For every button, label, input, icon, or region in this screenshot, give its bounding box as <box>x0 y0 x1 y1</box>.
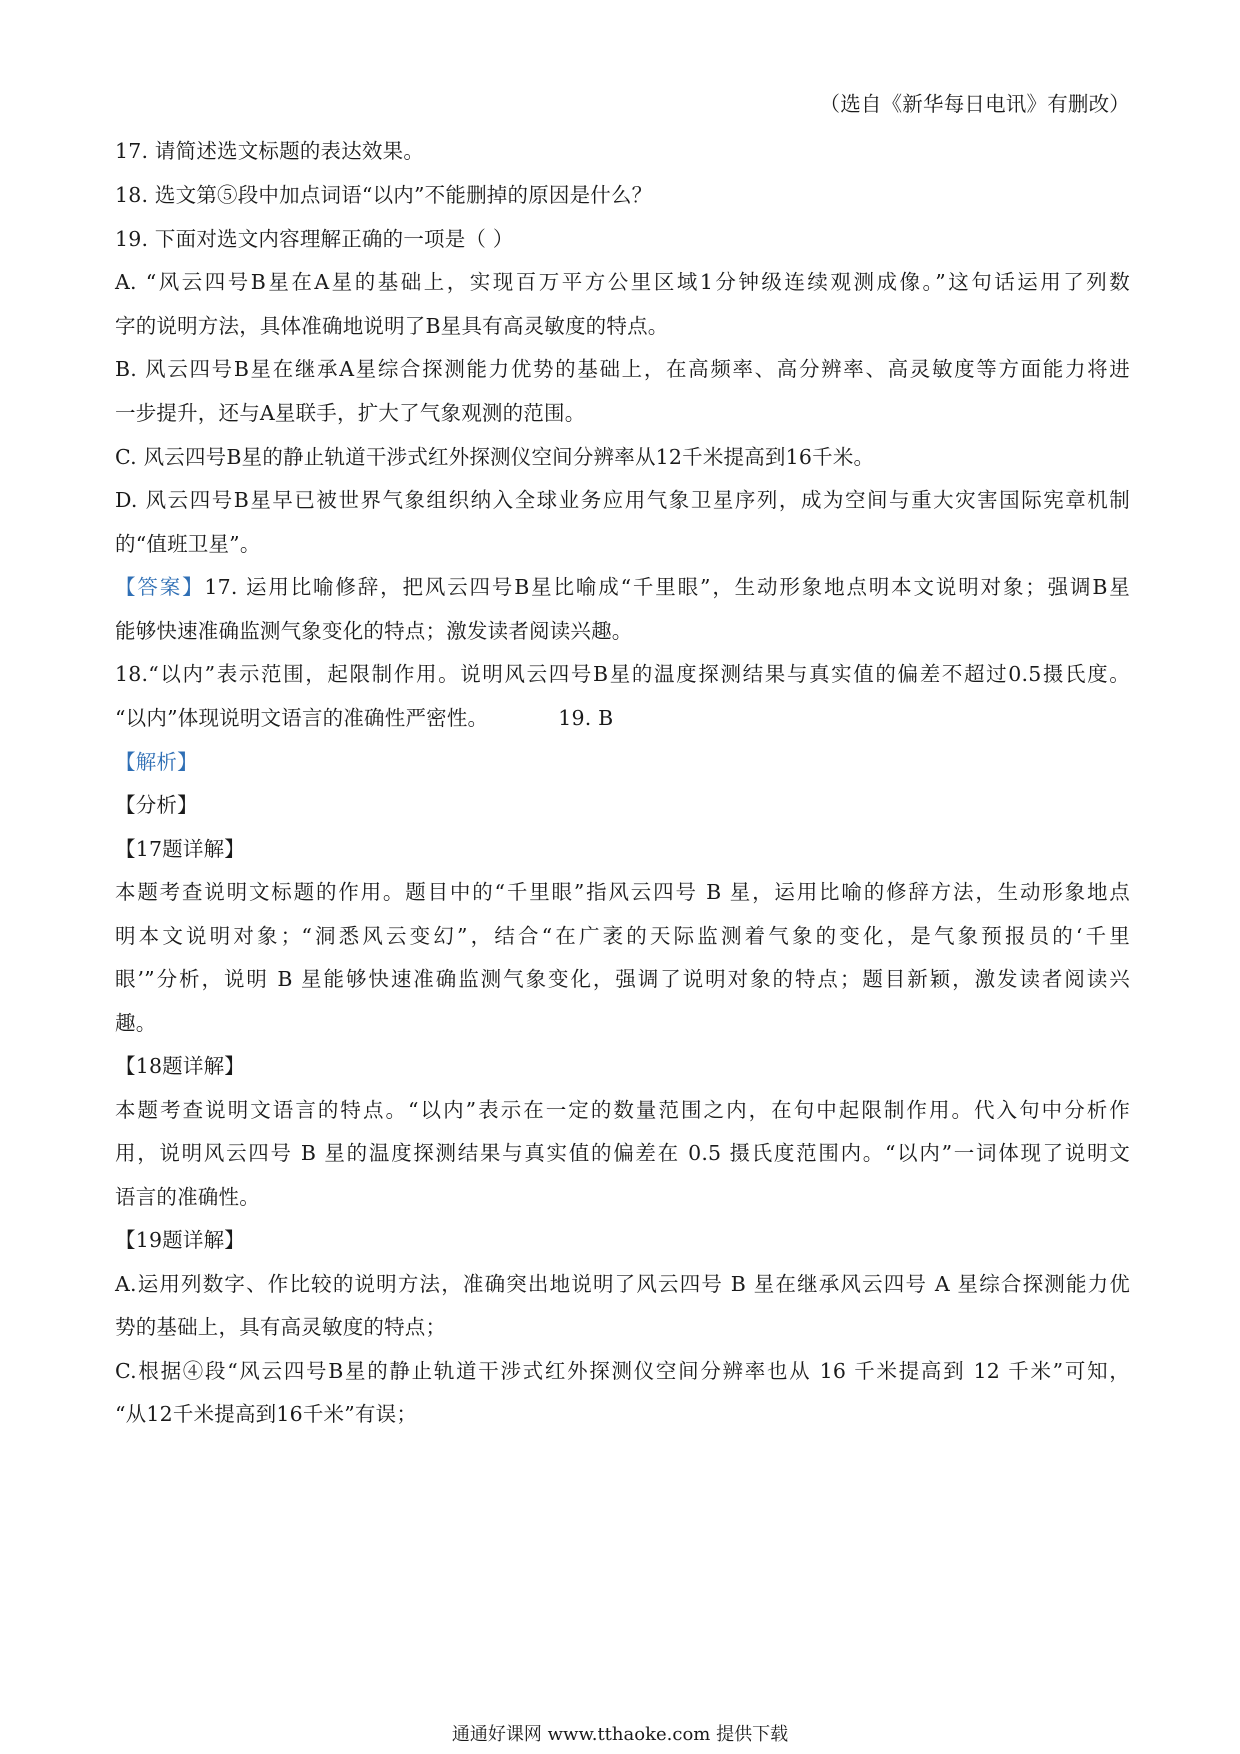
answer-18-line-2 <box>115 703 1130 733</box>
option-c: C. 风云四号B星的静止轨道干涉式红外探测仪空间分辨率从12千米提高到16千米。 <box>115 445 875 469</box>
source-citation: （选自《新华每日电讯》有删改） <box>819 92 1130 116</box>
detail-17-line-3: 眼’”分析，说明 B 星能够快速准确监测气象变化，强调了说明对象的特点；题目新颖，激发读者阅读兴 <box>115 967 1130 991</box>
question-17: 17. 请简述选文标题的表达效果。 <box>115 139 425 163</box>
detail-19-a-line-1: A.运用列数字、作比较的说明方法，准确突出地说明了风云四号 B 星在继承风云四号 A 星综合探测能力优 <box>115 1272 1130 1296</box>
detail-18-line-3: 语言的准确性。 <box>115 1185 260 1209</box>
answer-17-line-1 <box>115 572 1130 602</box>
detail-17-line-1: 本题考查说明文标题的作用。题目中的“千里眼”指风云四号 B 星，运用比喻的修辞方法，生动形象地点 <box>115 880 1130 904</box>
option-d-line-1: D. 风云四号B星早已被世界气象组织纳入全球业务应用气象卫星序列，成为空间与重大灾害国际宪章机制 <box>115 488 1130 512</box>
detail-18-line-1: 本题考查说明文语言的特点。“以内”表示在一定的数量范围之内，在句中起限制作用。代入句中分析作 <box>115 1098 1130 1122</box>
fenxi-heading: 【分析】 <box>115 793 198 817</box>
question-18: 18. 选文第⑤段中加点词语“以内”不能删掉的原因是什么？ <box>115 183 653 207</box>
analysis-label: 【解析】 <box>115 750 198 774</box>
answer-18-line-1: 18.“以内”表示范围，起限制作用。说明风云四号B星的温度探测结果与真实值的偏差不超过0.5摄氏度。 <box>115 662 1130 686</box>
answer-17-line-2: 能够快速准确监测气象变化的特点；激发读者阅读兴趣。 <box>115 619 633 643</box>
option-b-line-2: 一步提升，还与A星联手，扩大了气象观测的范围。 <box>115 401 586 425</box>
question-19: 19. 下面对选文内容理解正确的一项是（ ） <box>115 227 514 251</box>
detail-17-line-2: 明本文说明对象；“洞悉风云变幻”，结合“在广袤的天际监测着气象的变化，是气象预报员的‘千里 <box>115 924 1130 948</box>
detail-18-line-2: 用，说明风云四号 B 星的温度探测结果与真实值的偏差在 0.5 摄氏度范围内。“以内”一词体现了说明文 <box>115 1141 1130 1165</box>
detail-19-c-line-2: “从12千米提高到16千米”有误； <box>115 1402 418 1426</box>
detail-17-line-4: 趣。 <box>115 1011 157 1035</box>
detail-19-heading: 【19题详解】 <box>115 1228 245 1252</box>
detail-19-a-line-2: 势的基础上，具有高灵敏度的特点； <box>115 1315 447 1339</box>
detail-18-heading: 【18题详解】 <box>115 1054 245 1078</box>
answer-label: 【答案】 <box>115 575 205 599</box>
option-b-line-1: B. 风云四号B星在继承A星综合探测能力优势的基础上，在高频率、高分辨率、高灵敏度等方面能力将进 <box>115 357 1130 381</box>
footer-watermark: 通通好课网 www.tthaoke.com 提供下载 <box>451 1724 789 1745</box>
detail-19-c-line-1: C.根据④段“风云四号B星的静止轨道干涉式红外探测仪空间分辨率也从 16 千米提高到 12 千米”可知， <box>115 1359 1130 1383</box>
answer-19: 19. B <box>558 706 614 730</box>
answer-17-text: 17. 运用比喻修辞，把风云四号B星比喻成“千里眼”，生动形象地点明本文说明对象；强调B星 <box>204 575 1130 599</box>
option-a-line-1: A. “风云四号B星在A星的基础上，实现百万平方公里区域1分钟级连续观测成像。”这句话运用了列数 <box>115 270 1130 294</box>
detail-17-heading: 【17题详解】 <box>115 837 245 861</box>
answer-18-text: “以内”体现说明文语言的准确性严密性。 <box>115 706 489 730</box>
option-d-line-2: 的“值班卫星”。 <box>115 532 261 556</box>
option-a-line-2: 字的说明方法，具体准确地说明了B星具有高灵敏度的特点。 <box>115 314 669 338</box>
